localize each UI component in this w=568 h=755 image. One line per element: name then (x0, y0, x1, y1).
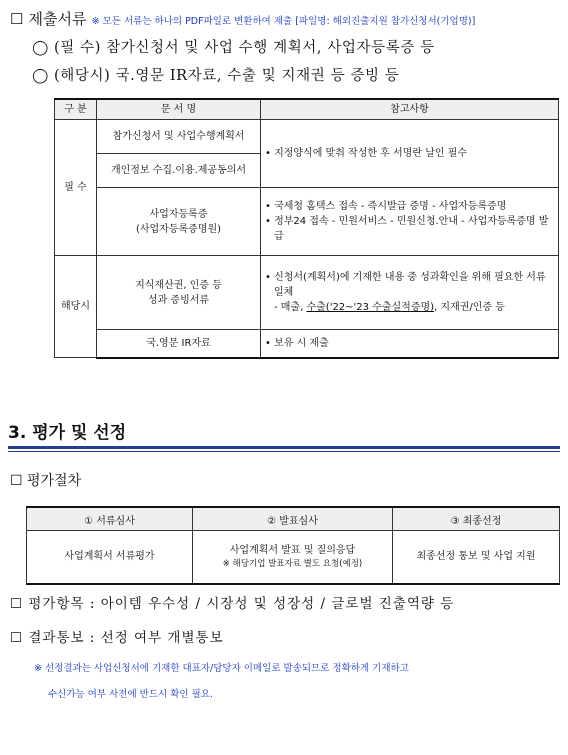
step-final-selection: ③ 최종선정 (393, 507, 560, 531)
group-required: 필 수 (55, 120, 97, 256)
note-sign: • 지정양식에 맞춰 작성한 후 서명란 날인 필수 (261, 120, 559, 188)
result-notice: ☐ 결과통보 : 선정 여부 개별통보 (10, 630, 224, 646)
step-document-review: ① 서류심사 (27, 507, 193, 531)
header-notes: 참고사항 (261, 99, 559, 120)
file-note: ※ 모든 서류는 하나의 PDF파일로 변환하여 제출 [파일명: 해외진출지원 참가신청서(기업명)] (91, 16, 476, 27)
note-biz-hometax: • 국세청 홈택스 접속 - 즉시발급 증명 - 사업자등록증명 (265, 201, 507, 212)
required-docs-line: ◯ (필 수) 참가신청서 및 사업 수행 계획서, 사업자등록증 등 (32, 40, 435, 56)
note-ir: • 보유 시 제출 (261, 330, 559, 358)
note-business-registration (261, 188, 559, 256)
process-label: ☐ 평가절차 (10, 473, 82, 489)
documents-table (54, 98, 559, 359)
checkbox-glyph: ☐ (10, 10, 24, 28)
doc-ir: 국.영문 IR자료 (97, 330, 261, 358)
presentation-note: ※ 해당기업 발표자료 별도 요청(예정) (222, 559, 363, 570)
notice-line-1: ※ 선정결과는 사업신청서에 기재한 대표자/담당자 이메일로 발송되므로 정확하게 기재하고 (34, 663, 409, 674)
title-rule (8, 446, 560, 449)
note-ip-general: • 신청서(계획서)에 기재한 내용 중 성과확인을 위해 필요한 서류 일체 (265, 272, 546, 298)
process-table (26, 506, 560, 585)
group-optional: 해당시 (55, 256, 97, 358)
doc-privacy-consent: 개인정보 수집.이용.제공동의서 (97, 154, 261, 188)
evaluation-items: ☐ 평가항목 : 아이템 우수성 / 시장성 및 성장성 / 글로벌 진출역량 등 (10, 596, 455, 612)
step-presentation-review: ② 발표심사 (193, 507, 393, 531)
section3-title: 3. 평가 및 선정 (8, 423, 127, 443)
header-category: 구 분 (55, 99, 97, 120)
header-doc-name: 문 서 명 (97, 99, 261, 120)
cell-final-selection: 최종선정 통보 및 사업 지원 (393, 531, 560, 585)
doc-business-registration: 사업자등록증 (사업자등록증명원) (97, 188, 261, 256)
cell-document-review: 사업계획서 서류평가 (27, 531, 193, 585)
cell-presentation-review: 사업계획서 발표 및 질의응답 ※ 해당기업 발표자료 별도 요청(예정) (193, 531, 393, 585)
export-underline: 수출('22~'23 수출실적증명) (306, 302, 435, 313)
section-title: 제출서류 (28, 10, 87, 28)
note-ip-evidence (261, 256, 559, 330)
title-rule-thin (8, 451, 560, 452)
optional-docs-line: ◯ (해당시) 국.영문 IR자료, 수출 및 지재권 등 증빙 등 (32, 68, 400, 84)
note-ip-detail: - 매출, 수출('22~'23 수출실적증명), 지재권/인증 등 (274, 302, 505, 313)
note-biz-gov24: • 정부24 접속 - 민원서비스 - 민원신청.안내 - 사업자등록증명 발급 (265, 216, 549, 242)
doc-application: 참가신청서 및 사업수행계획서 (97, 120, 261, 154)
section-heading-documents (10, 8, 475, 29)
doc-ip-evidence: 지식재산권, 인증 등 성과 증빙서류 (97, 256, 261, 330)
notice-line-2: 수신가능 여부 사전에 반드시 확인 필요. (48, 689, 213, 700)
